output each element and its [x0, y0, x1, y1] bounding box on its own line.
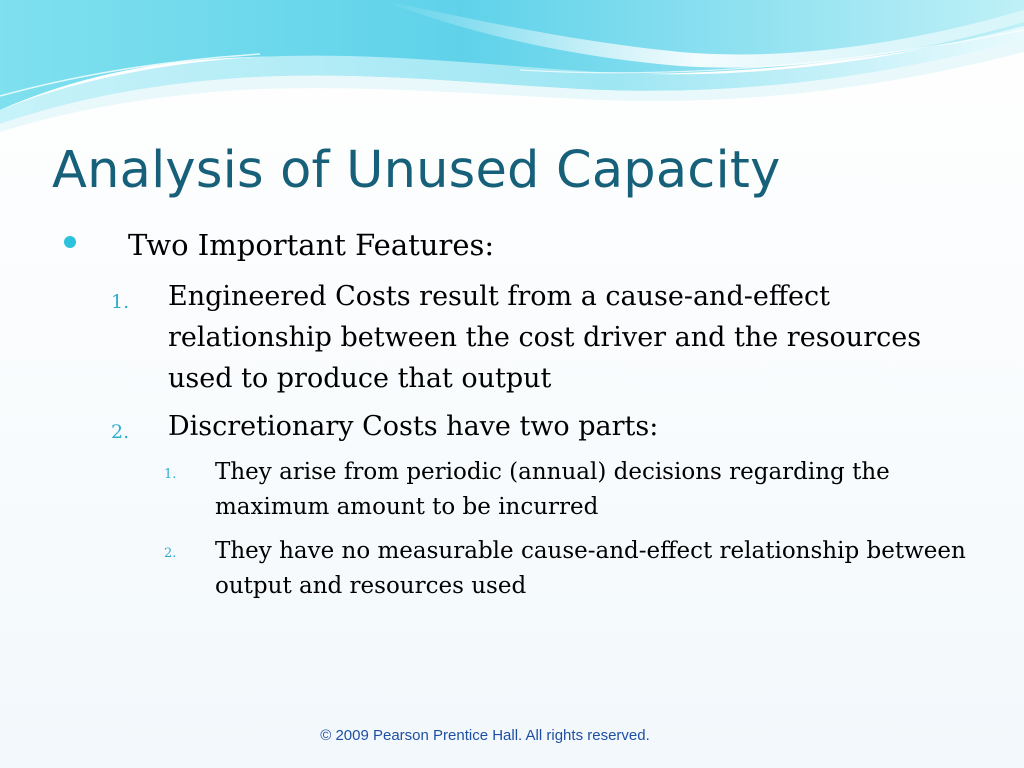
list-item-text: Discretionary Costs have two parts: [168, 411, 659, 442]
sublist-item-number: 2. [164, 546, 177, 561]
copyright-footer: © 2009 Pearson Prentice Hall. All rights reserved. [320, 727, 650, 744]
list-item-number: 1. [111, 291, 130, 313]
list-item-text: Engineered Costs result from a cause-and-effect relationship between the cost driver and the resources used to produce that output [168, 281, 922, 394]
list-item-number: 2. [111, 421, 130, 443]
slide-title: Analysis of Unused Capacity [52, 141, 781, 200]
sublist-item-text: They have no measurable cause-and-effect relationship between output and resources used [215, 538, 966, 599]
sublist-item-text: They arise from periodic (annual) decisions regarding the maximum amount to be incurred [215, 459, 890, 520]
sublist-item-number: 1. [164, 467, 177, 482]
bullet-dot-icon [64, 236, 76, 248]
bullet-text: Two Important Features: [128, 228, 495, 262]
